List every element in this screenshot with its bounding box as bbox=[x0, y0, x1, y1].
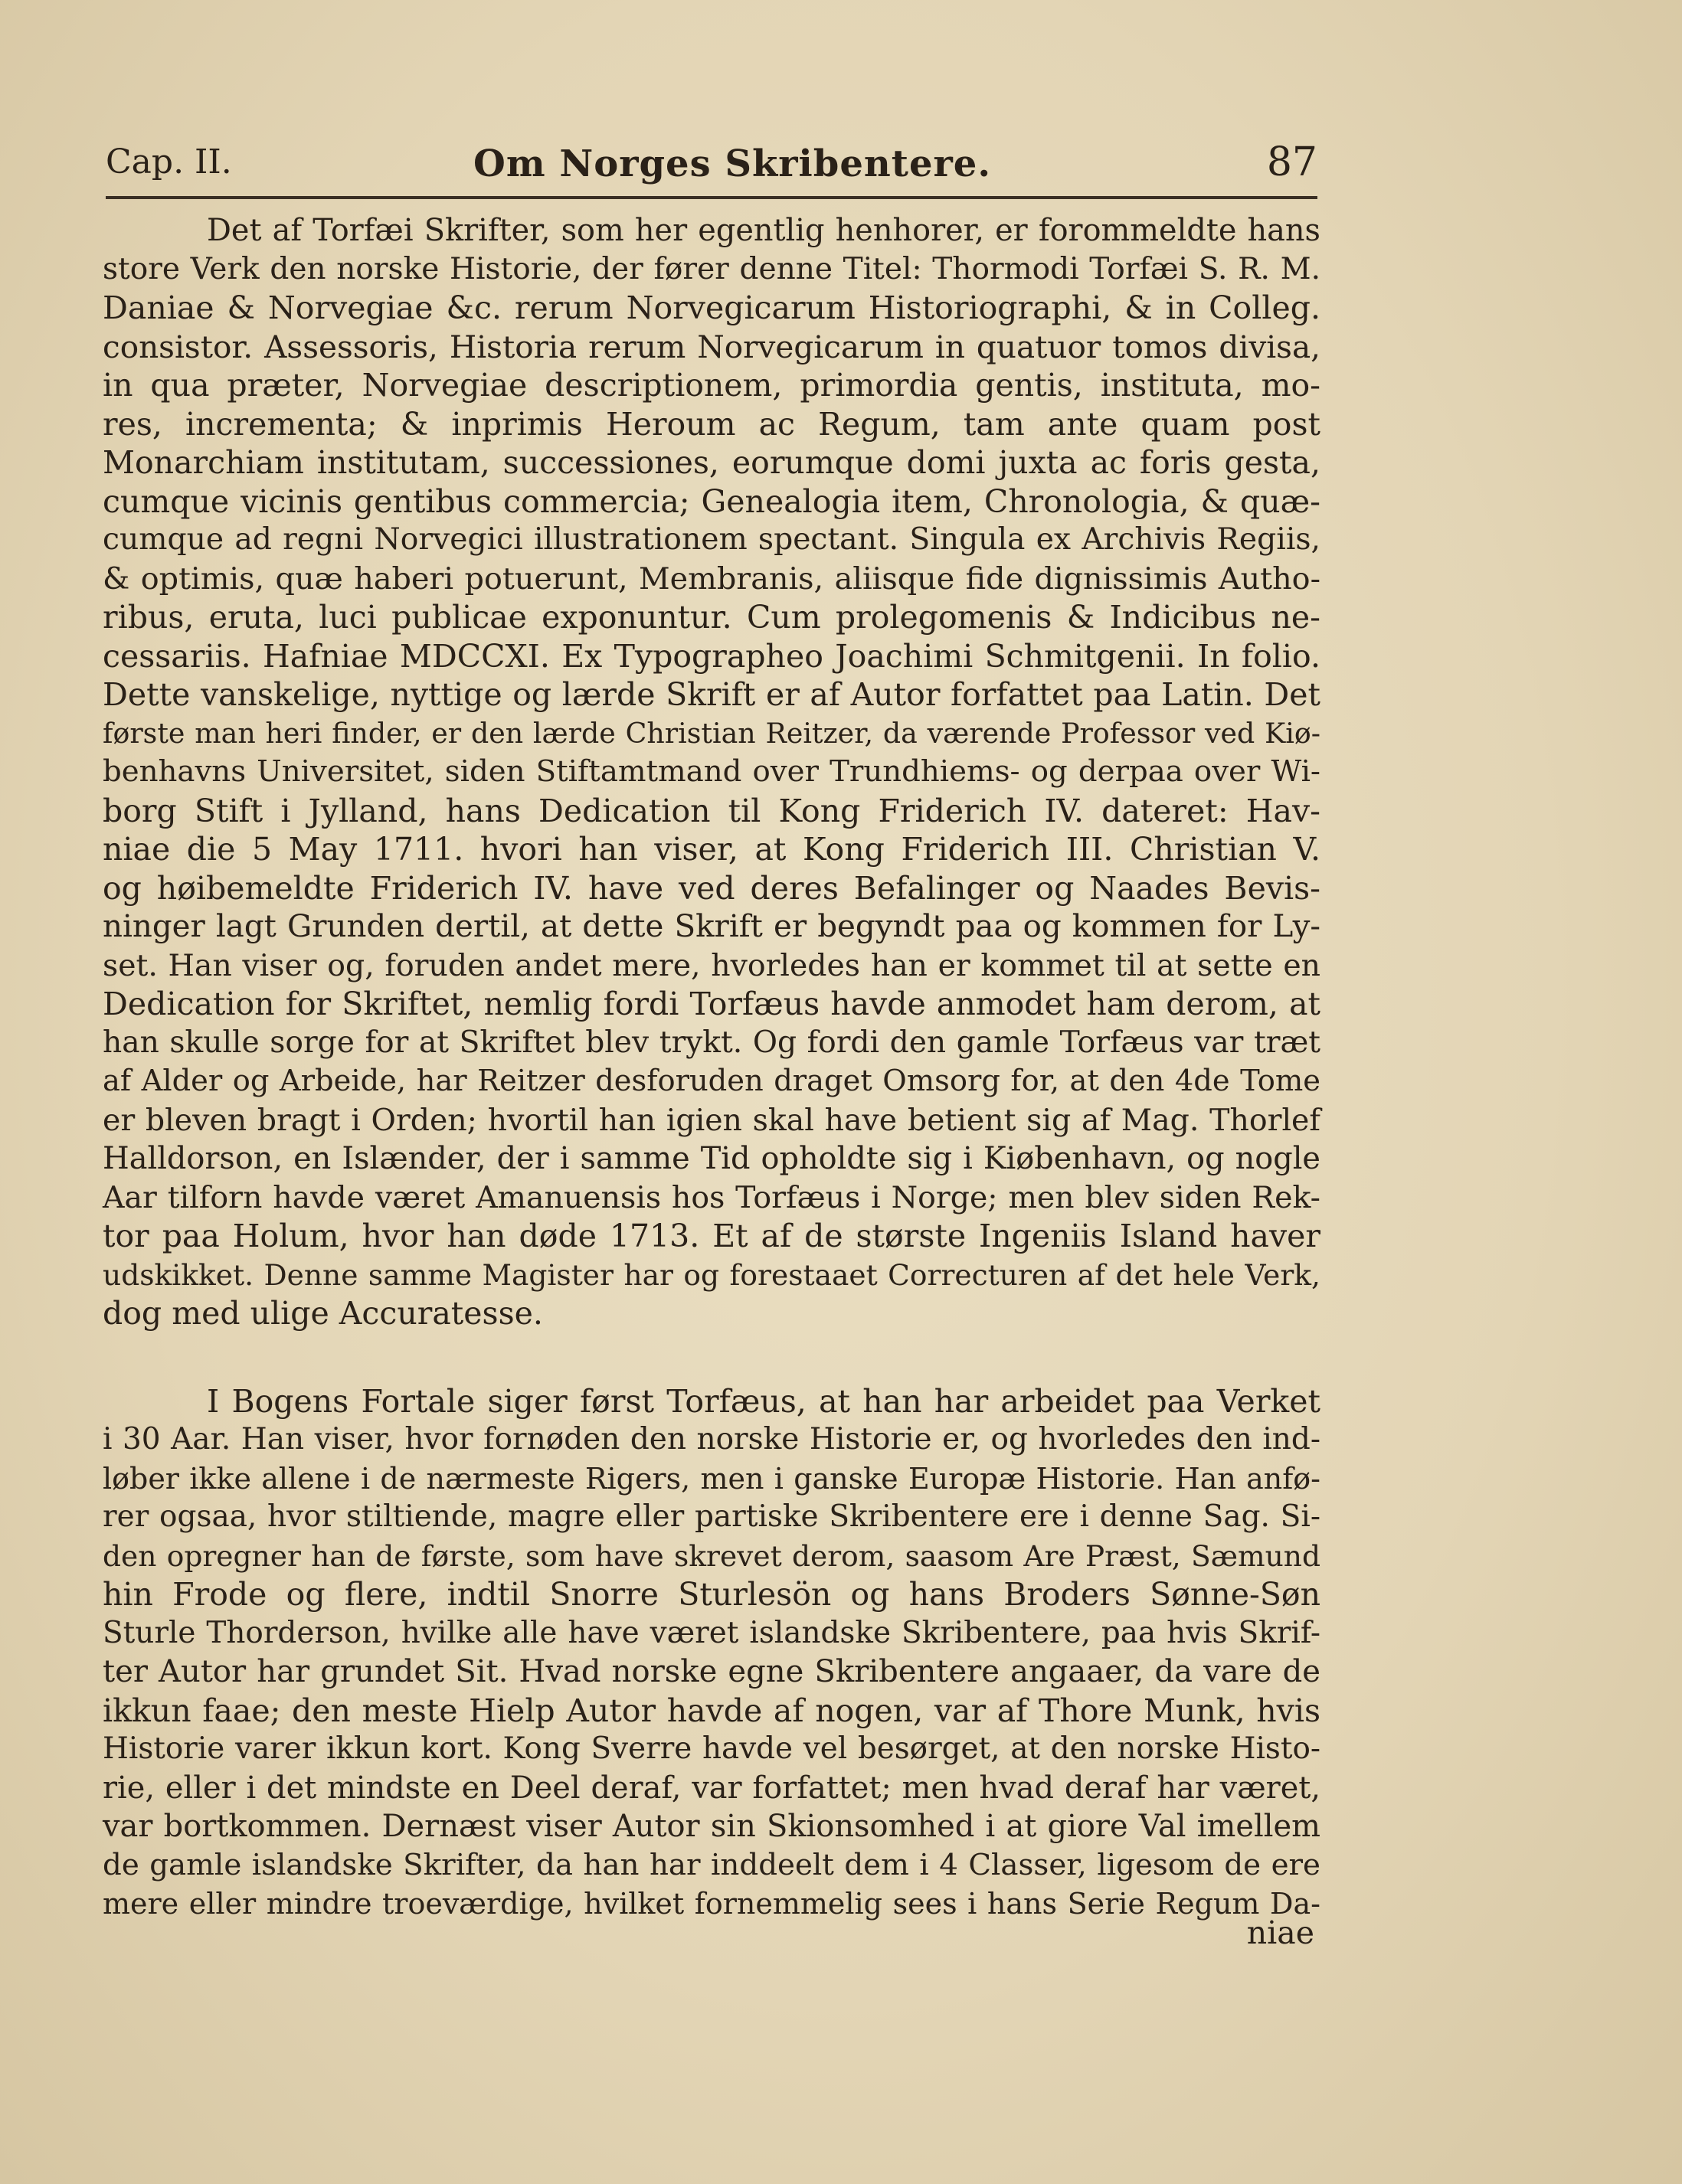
text-line: cumque ad regni Norvegici illustrationem spectant. Singula ex Archivis Regiis, bbox=[103, 522, 1320, 557]
text-line: cessariis. Hafniae MDCCXI. Ex Typographeo Joachimi Schmitgenii. In folio. bbox=[103, 637, 1320, 675]
text-line: var bortkommen. Dernæst viser Autor sin Skionsomhed i at giore Val imellem bbox=[103, 1809, 1320, 1844]
text-line: consistor. Assessoris, Historia rerum Norvegicarum in quatuor tomos divisa, bbox=[103, 328, 1320, 365]
text-line: cumque vicinis gentibus commercia; Genealogia item, Chronologia, & quæ- bbox=[103, 482, 1320, 520]
text-line: Sturle Thorderson, hvilke alle have været islandske Skribentere, paa hvis Skrif- bbox=[103, 1615, 1320, 1650]
text-line: og høibemeldte Friderich IV. have ved deres Befalinger og Naades Bevis- bbox=[103, 869, 1320, 907]
text-line: Det af Torfæi Skrifter, som her egentlig henhorer, er forommeldte hans bbox=[207, 213, 1320, 248]
text-line: ninger lagt Grunden dertil, at dette Skrift er begyndt paa og kommen for Ly- bbox=[103, 908, 1320, 944]
chapter-label: Cap. II. bbox=[106, 142, 232, 181]
text-line: Daniae & Norvegiae &c. rerum Norvegicarum Historiographi, & in Colleg. bbox=[103, 289, 1320, 326]
paragraph-2 bbox=[103, 1382, 1320, 1924]
catchword: niae bbox=[1246, 1914, 1314, 1951]
body-text bbox=[103, 211, 1320, 1924]
page-title: Om Norges Skribentere. bbox=[473, 142, 992, 185]
text-line: niae die 5 May 1711. hvori han viser, at Kong Friderich III. Christian V. bbox=[103, 831, 1320, 868]
text-line: den opregner han de første, som have skrevet derom, saasom Are Præst, Sæmund bbox=[103, 1538, 1320, 1573]
paragraph-gap bbox=[103, 1333, 1320, 1382]
running-header bbox=[106, 138, 1317, 191]
text-line: tor paa Holum, hvor han døde 1713. Et af de største Ingeniis Island haver bbox=[103, 1218, 1320, 1254]
text-line: Dette vanskelige, nyttige og lærde Skrift er af Autor forfattet paa Latin. Det bbox=[103, 676, 1320, 713]
text-line: dog med ulige Accuratesse. bbox=[103, 1295, 543, 1332]
text-line: rer ogsaa, hvor stiltiende, magre eller partiske Skribentere ere i denne Sag. Si- bbox=[103, 1499, 1320, 1534]
text-line: er bleven bragt i Orden; hvortil han igien skal have betient sig af Mag. Thorlef bbox=[103, 1102, 1320, 1138]
text-line: Aar tilforn havde været Amanuensis hos Torfæus i Norge; men blev siden Rek- bbox=[103, 1179, 1320, 1215]
text-line: de gamle islandske Skrifter, da han har inddeelt dem i 4 Classer, ligesom de ere bbox=[103, 1847, 1320, 1882]
text-line: Monarchiam institutam, successiones, eorumque domi juxta ac foris gesta, bbox=[103, 444, 1320, 481]
text-line: hin Frode og flere, indtil Snorre Sturlesön og hans Broders Sønne-Søn bbox=[103, 1576, 1320, 1613]
text-line: Dedication for Skriftet, nemlig fordi Torfæus havde anmodet ham derom, at bbox=[103, 986, 1320, 1022]
text-line: set. Han viser og, foruden andet mere, hvorledes han er kommet til at sette en bbox=[103, 947, 1320, 983]
text-line: af Alder og Arbeide, har Reitzer desforuden draget Omsorg for, at den 4de Tome bbox=[103, 1064, 1320, 1098]
text-line: benhavns Universitet, siden Stiftamtmand over Trundhiems- og derpaa over Wi- bbox=[103, 754, 1320, 789]
text-line: Halldorson, en Islænder, der i samme Tid opholdte sig i Kiøbenhavn, og nogle bbox=[103, 1141, 1320, 1176]
text-line: store Verk den norske Historie, der fører denne Titel: Thormodi Torfæi S. R. M. bbox=[103, 251, 1320, 286]
text-line: res, incrementa; & inprimis Heroum ac Regum, tam ante quam post bbox=[103, 405, 1320, 443]
text-line: Historie varer ikkun kort. Kong Sverre havde vel besørget, at den norske Histo- bbox=[103, 1731, 1320, 1766]
paragraph-1 bbox=[103, 211, 1320, 1333]
text-line: ribus, eruta, luci publicae exponuntur. Cum prolegomenis & Indicibus ne- bbox=[103, 599, 1320, 636]
text-line: løber ikke allene i de nærmeste Rigers, men i ganske Europæ Historie. Han anfø- bbox=[103, 1461, 1320, 1496]
text-line: rie, eller i det mindste en Deel deraf, var forfattet; men hvad deraf har været, bbox=[103, 1770, 1320, 1806]
text-line: I Bogens Fortale siger først Torfæus, at han har arbeidet paa Verket bbox=[207, 1382, 1320, 1420]
text-line: ter Autor har grundet Sit. Hvad norske egne Skribentere angaaer, da vare de bbox=[103, 1654, 1320, 1689]
text-line: han skulle sorge for at Skriftet blev trykt. Og fordi den gamle Torfæus var træt bbox=[103, 1025, 1320, 1060]
text-line: ikkun faae; den meste Hielp Autor havde af nogen, var af Thore Munk, hvis bbox=[103, 1692, 1320, 1729]
text-line: første man heri finder, er den lærde Christian Reitzer, da værende Professor ved Kiø- bbox=[103, 716, 1320, 750]
text-line: in qua præter, Norvegiae descriptionem, primordia gentis, instituta, mo- bbox=[103, 367, 1320, 404]
text-line: mere eller mindre troeværdige, hvilket fornemmelig sees i hans Serie Regum Da- bbox=[103, 1887, 1320, 1921]
page-number: 87 bbox=[1266, 139, 1317, 185]
text-line: i 30 Aar. Han viser, hvor fornøden den norske Historie er, og hvorledes den ind- bbox=[103, 1422, 1320, 1457]
text-line: borg Stift i Jylland, hans Dedication til Kong Friderich IV. dateret: Hav- bbox=[103, 792, 1320, 829]
text-line: udskikket. Denne samme Magister har og forestaaet Correcturen af det hele Verk, bbox=[103, 1257, 1320, 1292]
header-rule bbox=[106, 196, 1317, 199]
text-line: & optimis, quæ haberi potuerunt, Membranis, aliisque fide dignissimis Autho- bbox=[103, 561, 1320, 597]
